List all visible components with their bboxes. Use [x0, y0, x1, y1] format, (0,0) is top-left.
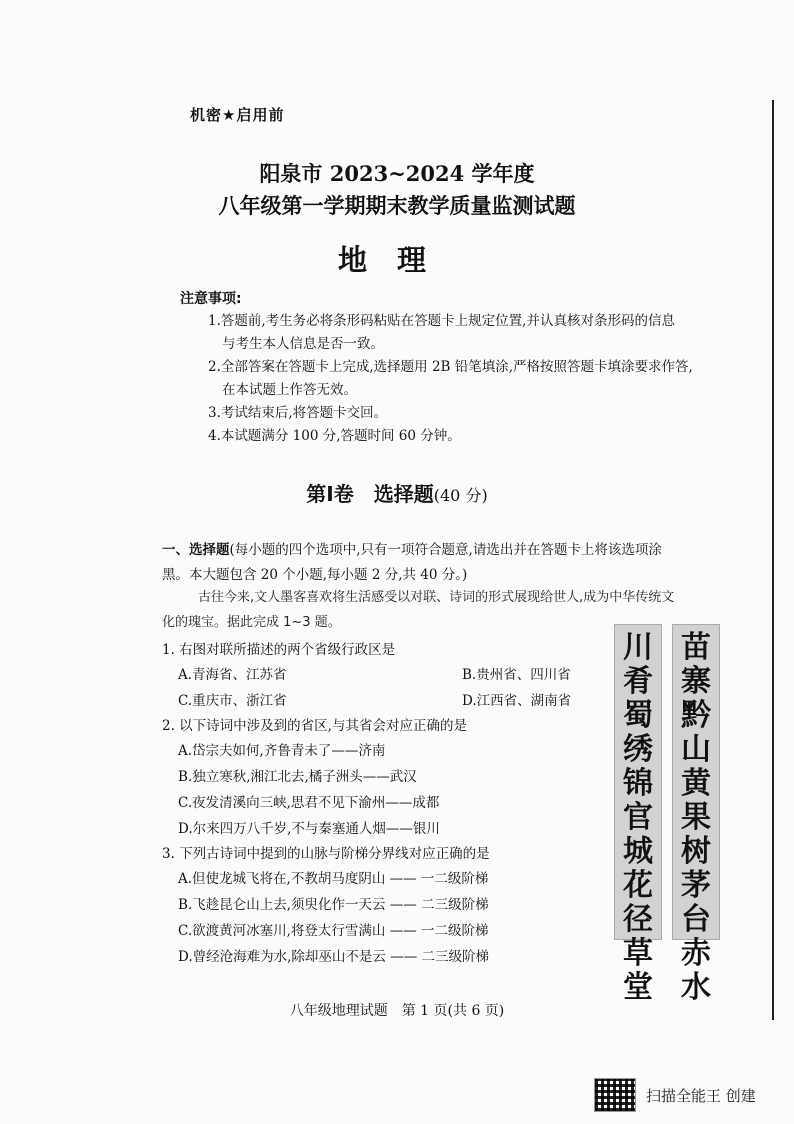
section-title: 第Ⅰ卷 选择题: [306, 482, 434, 506]
section-points: (40 分): [433, 486, 488, 505]
watermark-text: 扫描全能王 创建: [646, 1086, 756, 1105]
exam-title-line1: 阳泉市 2023~2024 学年度: [259, 161, 535, 186]
passage-intro: [162, 585, 752, 635]
notice-item: 与考生本人信息是否一致。: [222, 336, 384, 352]
question-stem: 2. 以下诗词中涉及到的省区,与其省会对应正确的是: [162, 718, 467, 734]
couplet-char: 水: [681, 970, 711, 1005]
option: B.飞趁昆仑山上去,须臾化作一天云 —— 二三级阶梯: [178, 897, 489, 913]
couplet-char: 苗: [681, 630, 711, 665]
notice-item: 3.考试结束后,将答题卡交回。: [208, 405, 388, 421]
part-one-instruction-1: (每小题的四个选项中,只有一项符合题意,请选出并在答题卡上将该选项涂: [229, 542, 662, 558]
option-row: [162, 662, 602, 688]
couplet-char: 草: [623, 936, 653, 971]
notice-item: 2.全部答案在答题卡上完成,选择题用 2B 铅笔填涂,严格按照答题卡填涂要求作答,: [208, 359, 693, 375]
notice-item: 4.本试题满分 100 分,答题时间 60 分钟。: [208, 428, 461, 444]
part-one-label: 一、选择题: [162, 542, 230, 558]
scanner-watermark: [594, 1078, 756, 1112]
option: D.曾经沧海难为水,除却巫山不是云 —— 二三级阶梯: [178, 949, 490, 965]
question-stem: 3. 下列古诗词中提到的山脉与阶梯分界线对应正确的是: [162, 846, 490, 862]
couplet-char: 花: [623, 868, 653, 903]
couplet-left-scroll: [614, 624, 662, 1005]
notice-heading: 注意事项:: [180, 291, 242, 307]
couplet-char: 径: [623, 902, 653, 937]
page-footer: 八年级地理试题 第 1 页(共 6 页): [289, 1003, 505, 1019]
part-one-instruction-2: 黑。本大题包含 20 个小题,每小题 2 分,共 40 分。): [162, 567, 468, 583]
option-row: [162, 688, 602, 714]
option: C.欲渡黄河冰塞川,将登太行雪满山 —— 一二级阶梯: [178, 923, 489, 939]
notice-item: 在本试题上作答无效。: [222, 382, 357, 398]
option: C.重庆市、浙江省: [178, 693, 287, 709]
notice-list: [208, 310, 768, 448]
couplet-char: 黔: [681, 698, 711, 733]
question-stem: 1. 右图对联所描述的两个省级行政区是: [162, 642, 396, 658]
couplet-char: 山: [681, 732, 711, 767]
couplet-char: 堂: [623, 970, 653, 1005]
option: A.但使龙城飞将在,不教胡马度阴山 —— 一二级阶梯: [178, 871, 489, 887]
section-heading: [0, 478, 794, 507]
couplet-char: 川: [623, 630, 653, 665]
couplet-char: 肴: [623, 664, 653, 699]
couplet-char: 黄: [681, 766, 711, 801]
option: B.独立寒秋,湘江北去,橘子洲头——武汉: [178, 769, 417, 785]
qr-code-icon: [594, 1078, 636, 1112]
option: D.江西省、湖南省: [462, 693, 572, 709]
intro-line: 古往今来,文人墨客喜欢将生活感受以对联、诗词的形式展现给世人,成为中华传统文: [198, 590, 675, 605]
secret-label: 机密★启用前: [190, 106, 285, 124]
option: D.尔来四万八千岁,不与秦塞通人烟——银川: [178, 821, 440, 837]
couplet-char: 茅: [681, 868, 711, 903]
exam-title-line2: 八年级第一学期期末教学质量监测试题: [218, 193, 576, 218]
option: A.岱宗夫如何,齐鲁青未了——济南: [178, 743, 386, 759]
couplet-char: 绣: [623, 732, 653, 767]
subject-title: 地理: [337, 243, 456, 277]
couplet-right-scroll: [672, 624, 720, 1005]
couplet-char: 台: [681, 902, 711, 937]
option: A.青海省、江苏省: [178, 667, 287, 683]
option: C.夜发清溪向三峡,思君不见下渝州——成都: [178, 795, 440, 811]
part-one-header: [162, 538, 752, 588]
intro-line: 化的瑰宝。据此完成 1~3 题。: [162, 615, 341, 630]
notice-item: 1.答题前,考生务必将条形码粘贴在答题卡上规定位置,并认真核对条形码的信息: [208, 313, 675, 329]
couplet-char: 锦: [623, 766, 653, 801]
couplet-char: 果: [681, 800, 711, 835]
question-list: [162, 638, 602, 970]
couplet-char: 城: [623, 834, 653, 869]
couplet-char: 蜀: [623, 698, 653, 733]
couplet-char: 寨: [681, 664, 711, 699]
couplet-char: 赤: [681, 936, 711, 971]
couplet-char: 官: [623, 800, 653, 835]
couplet-char: 树: [681, 834, 711, 869]
option: B.贵州省、四川省: [462, 667, 571, 683]
